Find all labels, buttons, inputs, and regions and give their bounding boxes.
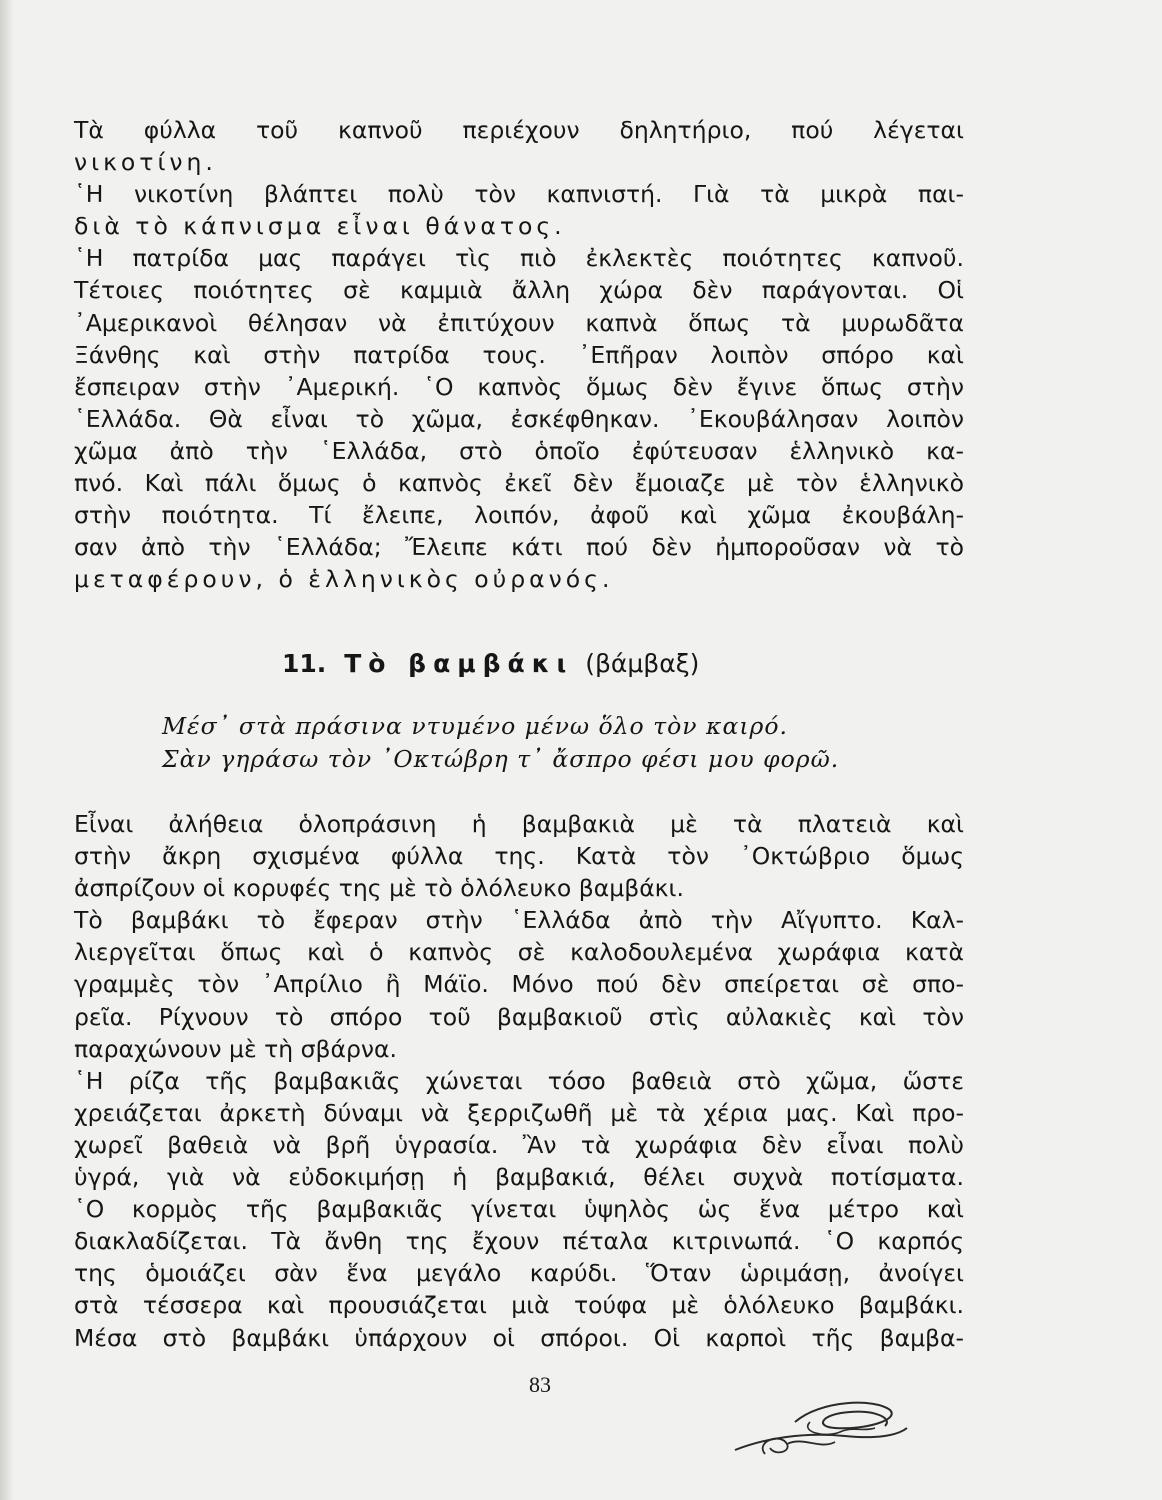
text-line: Εἶναι ἀλήθεια ὁλοπράσινη ἡ βαμβακιὰ μὲ τὰ πλατειὰ καὶ [74, 810, 964, 838]
text-line: χωρεῖ βαθειὰ νὰ βρῆ ὑγρασία. Ἂν τὰ χωράφια δὲν εἶναι πολὺ [74, 1130, 964, 1159]
text-line: διὰ τὸ κάπνισμα εἶναι θάνατος. [74, 212, 566, 241]
text-line: ῾Ο κορμὸς τῆς βαμβακιᾶς γίνεται ὑψηλὸς ὡς ἕνα μέτρο καὶ [74, 1195, 964, 1224]
text-line: ῾Η νικοτίνη βλάπτει πολὺ τὸν καπνιστή. Γιὰ τὰ μικρὰ παι- [74, 180, 964, 209]
text-line: χρειάζεται ἀρκετὴ δύναμι νὰ ξερριζωθῆ μὲ τὰ χέρια μας. Καὶ προ- [74, 1098, 964, 1127]
text-line: γραμμὲς τὸν ᾿Απρίλιο ἢ Μάϊο. Μόνο πού δὲν σπείρεται σὲ σπο- [74, 970, 964, 999]
text-line: ἔσπειραν στὴν ᾿Αμερική. ῾Ο καπνὸς ὅμως δὲν ἔγινε ὅπως στὴν [74, 372, 964, 401]
page-gutter-shadow [0, 0, 14, 1500]
tobacco-paragraphs [74, 114, 964, 595]
text-line: Τὸ βαμβάκι τὸ ἔφεραν στὴν ῾Ελλάδα ἀπὸ τὴν Αἴγυπτο. Καλ- [74, 906, 964, 935]
text-line: παραχώνουν μὲ τὴ σβάρνα. [74, 1034, 398, 1063]
text-line: ῾Ελλάδα. Θὰ εἶναι τὸ χῶμα, ἐσκέφθηκαν. ᾿Εκουβάλησαν λοιπὸν [74, 404, 964, 433]
text-line: Τὰ φύλλα τοῦ καπνοῦ περιέχουν δηλητήριο, πού λέγεται [74, 116, 964, 144]
text-line: διακλαδίζεται. Τὰ ἄνθη της ἔχουν πέταλα κιτρινωπά. ῾Ο καρπός [74, 1227, 964, 1256]
text-line: στὴν ποιότητα. Τί ἔλειπε, λοιπόν, ἀφοῦ καὶ χῶμα ἐκουβάλη- [74, 501, 964, 530]
riddle-verse [162, 710, 922, 776]
cotton-paragraphs [74, 808, 964, 1354]
section-title-note: (βάμβαξ) [585, 649, 700, 678]
text-line: πνό. Καὶ πάλι ὅμως ὁ καπνὸς ἐκεῖ δὲν ἔμοιαζε μὲ τὸν ἑλληνικὸ [74, 469, 964, 498]
text-line: Τέτοιες ποιότητες σὲ καμμιὰ ἄλλη χώρα δὲν παράγονται. Οἱ [74, 276, 964, 305]
text-line: λιεργεῖται ὅπως καὶ ὁ καπνὸς σὲ καλοδουλεμένα χωράφια κατὰ [74, 938, 964, 967]
text-line: Μέσα στὸ βαμβάκι ὑπάρχουν οἱ σπόροι. Οἱ καρποὶ τῆς βαμβα- [74, 1323, 964, 1352]
text-line: ᾿Αμερικανοὶ θέλησαν νὰ ἐπιτύχουν καπνὰ ὅπως τὰ μυρωδᾶτα [74, 308, 964, 337]
text-line: μεταφέρουν, ὁ ἑλληνικὸς οὐρανός. [74, 565, 614, 594]
text-line: νικοτίνη. [74, 148, 217, 177]
page-number: 83 [529, 1372, 551, 1397]
section-title: Τὸ βαμβάκι [344, 649, 574, 678]
verse-line: Σὰν γηράσω τὸν ᾿Οκτώβρη τ᾿ ἄσπρο φέσι μου φορῶ. [162, 745, 840, 773]
text-line: ῾Η πατρίδα μας παράγει τὶς πιὸ ἐκλεκτὲς ποιότητες καπνοῦ. [74, 244, 964, 273]
text-line: ἀσπρίζουν οἱ κορυφές της μὲ τὸ ὁλόλευκο βαμβάκι. [74, 874, 684, 903]
text-line: σαν ἀπὸ τὴν ῾Ελλάδα; Ἔλειπε κάτι πού δὲν ἠμποροῦσαν νὰ τὸ [74, 533, 964, 562]
handwritten-signature [725, 1392, 915, 1472]
section-number: 11. [282, 649, 327, 678]
text-line: Ξάνθης καὶ στὴν πατρίδα τους. ᾿Επῆραν λοιπὸν σπόρο καὶ [74, 340, 964, 369]
text-line: ρεῖα. Ρίχνουν τὸ σπόρο τοῦ βαμβακιοῦ στὶς αὐλακιὲς καὶ τὸν [74, 1002, 964, 1031]
text-line: στὰ τέσσερα καὶ προυσιάζεται μιὰ τούφα μὲ ὁλόλευκο βαμβάκι. [74, 1291, 964, 1320]
text-line: ὑγρά, γιὰ νὰ εὐδοκιμήσῃ ἡ βαμβακιά, θέλει συχνὰ ποτίσματα. [74, 1163, 964, 1192]
text-line: χῶμα ἀπὸ τὴν ῾Ελλάδα, στὸ ὁποῖο ἐφύτευσαν ἑλληνικὸ κα- [74, 436, 964, 465]
text-line: της ὁμοιάζει σὰν ἕνα μεγάλο καρύδι. Ὅταν ὡριμάσῃ, ἀνοίγει [74, 1259, 964, 1288]
verse-line: Μέσ᾿ στὰ πράσινα ντυμένο μένω ὅλο τὸν καιρό. [162, 712, 788, 740]
section-heading [282, 646, 882, 682]
text-line: στὴν ἄκρη σχισμένα φύλλα της. Κατὰ τὸν ᾿Οκτώβριο ὅμως [74, 842, 964, 871]
text-line: ῾Η ρίζα τῆς βαμβακιᾶς χώνεται τόσο βαθειὰ στὸ χῶμα, ὥστε [74, 1066, 964, 1095]
